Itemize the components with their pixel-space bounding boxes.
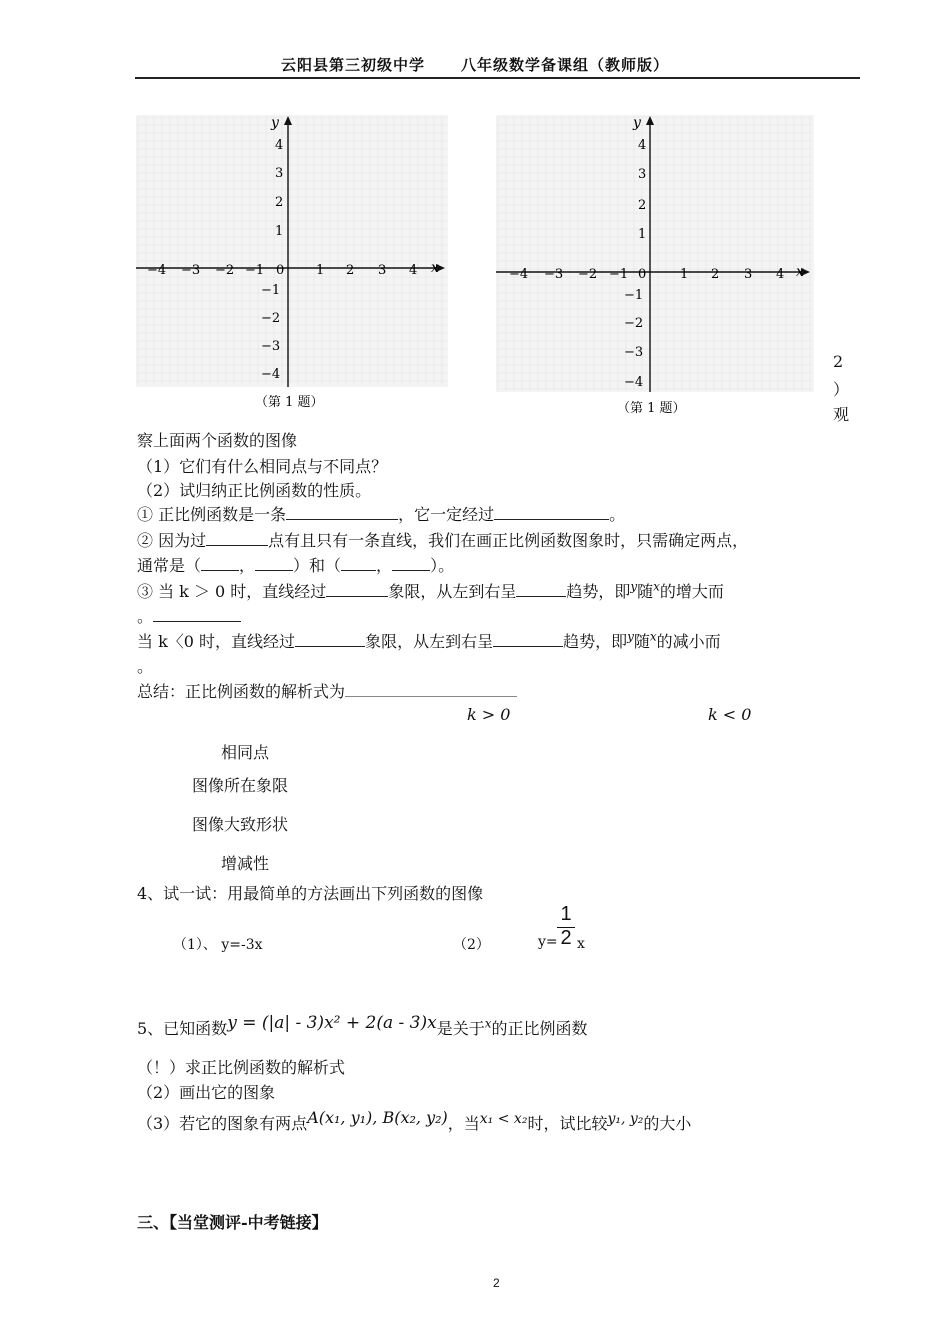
text: 的减小而	[656, 632, 721, 651]
q4-title: 4、试一试：用最简单的方法画出下列函数的图像	[137, 884, 484, 903]
q4-part-2-y: y=	[538, 934, 558, 950]
q4-part-1: （1）、 y=-3x	[173, 937, 263, 953]
y-tick: 1	[638, 227, 647, 242]
q4-part-2: （2）	[453, 937, 490, 953]
fill-blank[interactable]	[201, 554, 239, 571]
text: 趋势，即	[566, 582, 631, 601]
property-3-end	[137, 604, 241, 627]
fill-blank[interactable]	[286, 503, 398, 520]
y-tick: 4	[275, 138, 284, 153]
var-x: x	[484, 1016, 492, 1031]
x-axis-label: x	[796, 264, 804, 280]
y-tick: −2	[261, 311, 281, 326]
fill-blank[interactable]	[153, 605, 241, 622]
graph-caption: （第 1 题）	[617, 401, 686, 416]
property-4	[137, 629, 721, 652]
q5-text: （3）若它的图象有两点	[137, 1114, 308, 1133]
side-note-guan: 观	[833, 405, 850, 424]
q5-points: A(x₁, y₁), B(x₂, y₂)	[307, 1108, 448, 1127]
y-tick: −1	[624, 288, 644, 303]
property-1-text: ，它一定经过	[398, 505, 495, 524]
fill-blank[interactable]	[206, 529, 268, 546]
var-x: x	[653, 579, 660, 594]
origin-label: 0	[638, 267, 647, 282]
text: 的增大而	[659, 582, 724, 601]
header-rule	[135, 77, 860, 79]
q5-sub-2: （2）画出它的图象	[137, 1083, 276, 1102]
text: 。	[137, 607, 154, 626]
property-1-end: 。	[609, 505, 626, 524]
q5-line	[137, 1013, 588, 1039]
section-3-heading: 三、【当堂测评-中考链接】	[137, 1213, 328, 1232]
text: ③ 当 k ＞ 0 时，直线经过	[137, 582, 327, 601]
property-2	[137, 528, 748, 551]
text: ）。	[430, 556, 455, 575]
q5-text: 的正比例函数	[491, 1019, 588, 1038]
x-tick: −4	[147, 263, 167, 278]
text: 随	[633, 632, 650, 651]
x-tick: 1	[680, 267, 689, 282]
q4-part-2-x: x	[577, 936, 585, 952]
text: 趋势，即	[563, 632, 628, 651]
fill-blank[interactable]	[516, 580, 566, 597]
question-1: （1）它们有什么相同点与不同点？	[137, 457, 388, 476]
q5-text: 是关于	[436, 1019, 485, 1038]
property-1	[137, 502, 625, 525]
y-tick: −3	[624, 345, 644, 360]
fraction-denominator: 2	[560, 927, 572, 949]
question-2: （2）试归纳正比例函数的性质。	[137, 481, 372, 500]
fill-blank[interactable]	[494, 503, 609, 520]
q5-text: 的大小	[643, 1114, 692, 1133]
q5-formula: y = (|a| - 3)x² + 2(a - 3)x	[227, 1013, 437, 1033]
x-tick: −3	[544, 267, 564, 282]
y-tick: 3	[638, 167, 647, 182]
x-tick: 3	[744, 267, 753, 282]
table-header-k-positive: k > 0	[467, 705, 511, 724]
y-tick: −1	[261, 283, 281, 298]
y-axis-label: y	[633, 115, 641, 131]
q5-text: ，当	[447, 1114, 480, 1133]
text: ，	[239, 556, 256, 575]
fill-blank[interactable]	[341, 554, 376, 571]
x-tick: −3	[181, 263, 201, 278]
q5-sub-1: （！）求正比例函数的解析式	[137, 1058, 346, 1077]
property-2-cont	[137, 553, 454, 576]
var-y: y	[627, 629, 634, 644]
x-tick: 3	[378, 263, 387, 278]
x-tick: 1	[316, 263, 325, 278]
fill-blank[interactable]	[493, 630, 563, 647]
side-note-paren: ）	[833, 380, 850, 399]
x-axis-label: x	[431, 260, 439, 276]
property-2-text: ② 因为过	[137, 531, 207, 550]
coordinate-grid-left	[133, 112, 453, 412]
fill-blank[interactable]	[326, 580, 388, 597]
x-tick: 2	[346, 263, 355, 278]
property-1-text: ① 正比例函数是一条	[137, 505, 287, 524]
header-school: 云阳县第三初级中学	[280, 56, 425, 74]
page-header	[0, 54, 950, 75]
page-number: 2	[493, 1276, 500, 1290]
summary	[137, 679, 517, 702]
table-row-shape: 图像大致形状	[192, 815, 289, 834]
y-tick: 1	[275, 224, 284, 239]
y-axis-label: y	[271, 115, 279, 131]
q5-intro: 5、已知函数	[137, 1019, 228, 1038]
text: 随	[637, 582, 654, 601]
grid-background	[136, 115, 448, 387]
fill-blank[interactable]	[255, 554, 293, 571]
x-tick: −4	[509, 267, 529, 282]
fill-blank[interactable]	[295, 630, 365, 647]
fill-blank[interactable]	[345, 680, 517, 697]
x-tick: −1	[245, 263, 265, 278]
y-tick: −2	[624, 316, 644, 331]
var-x: x	[649, 629, 657, 644]
header-group: 八年级数学备课组（教师版）	[461, 56, 670, 74]
text: 通常是（	[137, 556, 202, 575]
text: 当 k〈0 时，直线经过	[137, 632, 296, 651]
x-tick: −2	[215, 263, 235, 278]
text: ，	[376, 556, 393, 575]
y-tick: 3	[275, 166, 284, 181]
origin-label: 0	[276, 263, 285, 278]
text: 象限，从左到右呈	[388, 582, 517, 601]
y-tick: −3	[261, 339, 281, 354]
text: ）和（	[293, 556, 342, 575]
q5-ys: y₁, y₂	[607, 1111, 644, 1127]
var-y: y	[630, 579, 638, 594]
property-4-end: 。	[137, 657, 154, 676]
property-2-text: 点有且只有一条直线，我们在画正比例函数图象时，只需确定两点，	[268, 531, 749, 550]
q5-text: 时，试比较	[527, 1114, 608, 1133]
y-tick: 2	[638, 198, 647, 213]
y-tick: 2	[275, 195, 284, 210]
coordinate-grid-right	[493, 112, 818, 417]
x-tick: −2	[578, 267, 598, 282]
y-tick: −4	[261, 367, 281, 382]
text-line-1: 察上面两个函数的图像	[137, 431, 298, 450]
table-row-monotonicity: 增减性	[221, 854, 270, 873]
table-row-quadrant: 图像所在象限	[192, 776, 289, 795]
side-note-2: 2	[833, 352, 844, 371]
fraction-numerator: 1	[560, 903, 572, 925]
q5-sub-3	[137, 1108, 692, 1134]
x-tick: 4	[776, 267, 785, 282]
x-tick: 4	[409, 263, 418, 278]
x-tick: −1	[609, 267, 629, 282]
q5-condition: x₁ < x₂	[479, 1111, 528, 1127]
fill-blank[interactable]	[392, 554, 430, 571]
graph-caption: （第 1 题）	[255, 395, 324, 410]
property-3	[137, 579, 724, 602]
table-header-k-negative: k < 0	[708, 705, 752, 724]
y-tick: −4	[624, 375, 644, 390]
grid-background	[496, 115, 814, 392]
y-tick: 4	[638, 138, 647, 153]
table-row-similarity: 相同点	[221, 743, 270, 762]
summary-text: 总结：正比例函数的解析式为	[137, 682, 346, 701]
text: 象限，从左到右呈	[365, 632, 494, 651]
x-tick: 2	[711, 267, 720, 282]
